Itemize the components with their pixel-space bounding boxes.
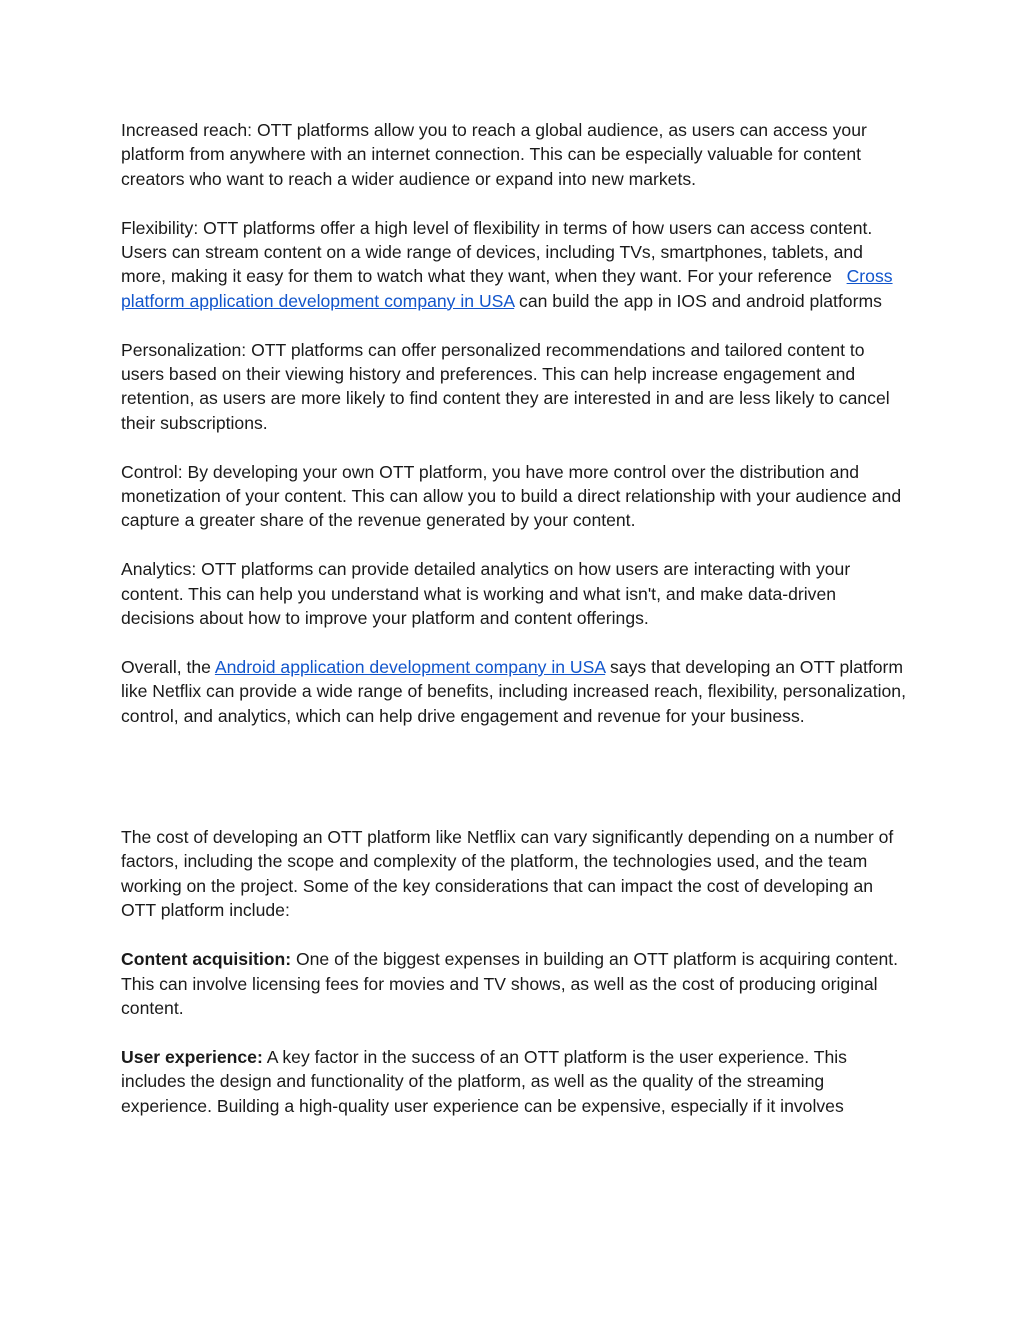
user-experience-label: User experience:: [121, 1046, 263, 1067]
paragraph-analytics-text: Analytics: OTT platforms can provide detailed analytics on how users are interacting with your content. This can help you understand what is working and what isn't, and make data-driven decisions about how to improve your platform and content offerings.: [121, 559, 851, 629]
paragraph-control: [121, 460, 911, 533]
paragraph-increased-reach: [121, 118, 911, 191]
paragraph-personalization-text: Personalization: OTT platforms can offer personalized recommendations and tailored content to users based on their viewing history and preferences. This can help increase engagement and retention, as users are more likely to find content they are interested in and are less likely to cancel their subscriptions.: [121, 339, 890, 433]
paragraph-user-experience: [121, 1045, 911, 1118]
paragraph-overall: [121, 655, 911, 728]
paragraph-content-acquisition: [121, 947, 911, 1020]
paragraph-flexibility-text-before: Flexibility: OTT platforms offer a high level of flexibility in terms of how users can access content. Users can stream content on a wide range of devices, including TVs, smartphones, tablets, and more, making it easy for them to watch what they want, when they want. For your reference: [121, 217, 873, 287]
paragraph-overall-text-after: says that developing an OTT platform like Netflix can provide a wide range of benefits, including increased reach, flexibility, personalization, control, and analytics, which can help drive engagement and revenue for your business.: [121, 656, 906, 726]
content-acquisition-label: Content acquisition:: [121, 949, 292, 970]
cross-platform-company-link[interactable]: Cross platform application development company in USA: [121, 266, 893, 311]
paragraph-cost-intro-text: The cost of developing an OTT platform like Netflix can vary significantly depending on a number of factors, including the scope and complexity of the platform, the technologies used, and the team working on the project. Some of the key considerations that can impact the cost of developing an OTT platform include:: [121, 827, 894, 921]
paragraph-increased-reach-text: Increased reach: OTT platforms allow you to reach a global audience, as users can access your platform from anywhere with an internet connection. This can be especially valuable for content creators who want to reach a wider audience or expand into new markets.: [121, 120, 867, 189]
document-body: [121, 118, 911, 1142]
paragraph-cost-intro: [121, 825, 911, 923]
paragraph-control-text: Control: By developing your own OTT platform, you have more control over the distribution and monetization of your content. This can allow you to build a direct relationship with your audience and capture a greater share of the revenue generated by your content.: [121, 461, 902, 531]
paragraph-flexibility-text-after: can build the app in IOS and android platforms: [514, 290, 882, 311]
user-experience-text: A key factor in the success of an OTT platform is the user experience. This includes the design and functionality of the platform, as well as the quality of the streaming experience. Building a high-quality user experience can be expensive, especially if it involves: [121, 1046, 847, 1116]
paragraph-flexibility: [121, 216, 911, 314]
content-acquisition-text: One of the biggest expenses in building an OTT platform is acquiring content. This can involve licensing fees for movies and TV shows, as well as the cost of producing original content.: [121, 949, 899, 1018]
paragraph-overall-text-before: Overall, the: [121, 656, 215, 677]
android-company-link[interactable]: Android application development company in USA: [214, 656, 606, 677]
paragraph-personalization: [121, 338, 911, 436]
paragraph-analytics: [121, 557, 911, 630]
